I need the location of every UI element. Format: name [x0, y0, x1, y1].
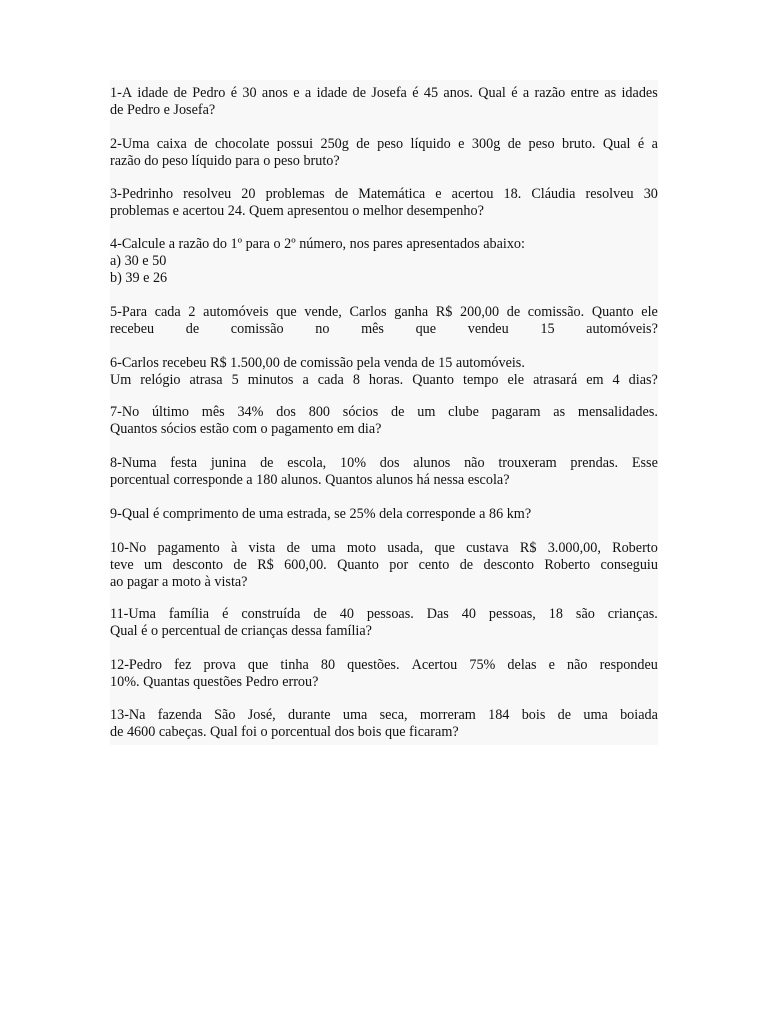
question-2	[110, 136, 658, 170]
question-11	[110, 606, 658, 640]
question-line: problemas e acertou 24. Quem apresentou o melhor desempenho?	[110, 203, 484, 219]
question-line: de Pedro e Josefa?	[110, 102, 216, 118]
question-3	[110, 186, 658, 220]
question-13	[110, 707, 658, 741]
question-line: 13-Na fazenda São José, durante uma seca, morreram 184 bois de uma boiada	[110, 707, 658, 723]
question-line: 11-Uma família é construída de 40 pessoas. Das 40 pessoas, 18 são crianças.	[110, 606, 658, 622]
question-line: 3-Pedrinho resolveu 20 problemas de Matemática e acertou 18. Cláudia resolveu 30	[110, 186, 658, 202]
option-b: b) 39 e 26	[110, 270, 168, 286]
question-5	[110, 304, 658, 338]
question-12	[110, 657, 658, 691]
option-a: a) 30 e 50	[110, 253, 167, 269]
question-line: 12-Pedro fez prova que tinha 80 questões. Acertou 75% delas e não respondeu	[110, 657, 658, 673]
question-line: 10-No pagamento à vista de uma moto usada, que custava R$ 3.000,00, Roberto	[110, 540, 658, 556]
question-1	[110, 85, 658, 119]
question-line: 5-Para cada 2 automóveis que vende, Carlos ganha R$ 200,00 de comissão. Quanto ele	[110, 304, 658, 320]
question-line: 4-Calcule a razão do 1º para o 2º número, nos pares apresentados abaixo:	[110, 236, 525, 252]
question-line: 7-No último mês 34% dos 800 sócios de um clube pagaram as mensalidades.	[110, 404, 658, 420]
question-line: 8-Numa festa junina de escola, 10% dos alunos não trouxeram prendas. Esse	[110, 455, 658, 471]
question-line: 6-Carlos recebeu R$ 1.500,00 de comissão pela venda de 15 automóveis.	[110, 355, 525, 371]
question-line: teve um desconto de R$ 600,00. Quanto por cento de desconto Roberto conseguiu	[110, 557, 658, 573]
question-line: porcentual corresponde a 180 alunos. Quantos alunos há nessa escola?	[110, 472, 510, 488]
question-line: recebeu de comissão no mês que vendeu 15 automóveis?	[110, 321, 658, 337]
question-line: Um relógio atrasa 5 minutos a cada 8 horas. Quanto tempo ele atrasará em 4 dias?	[110, 372, 658, 388]
question-line: 10%. Quantas questões Pedro errou?	[110, 674, 319, 690]
question-line: Quantos sócios estão com o pagamento em dia?	[110, 421, 382, 437]
question-line: 9-Qual é comprimento de uma estrada, se 25% dela corresponde a 86 km?	[110, 506, 532, 522]
question-6	[110, 355, 658, 389]
question-line: de 4600 cabeças. Qual foi o porcentual dos bois que ficaram?	[110, 724, 459, 740]
question-10	[110, 540, 658, 591]
question-8	[110, 455, 658, 489]
question-line: razão do peso líquido para o peso bruto?	[110, 153, 340, 169]
question-4	[110, 236, 658, 287]
question-line: ao pagar a moto à vista?	[110, 574, 248, 590]
question-9	[110, 506, 658, 523]
question-7	[110, 404, 658, 438]
question-line: 1-A idade de Pedro é 30 anos e a idade de Josefa é 45 anos. Qual é a razão entre as idades	[110, 85, 658, 101]
question-line: Qual é o percentual de crianças dessa família?	[110, 623, 372, 639]
question-line: 2-Uma caixa de chocolate possui 250g de peso líquido e 300g de peso bruto. Qual é a	[110, 136, 658, 152]
